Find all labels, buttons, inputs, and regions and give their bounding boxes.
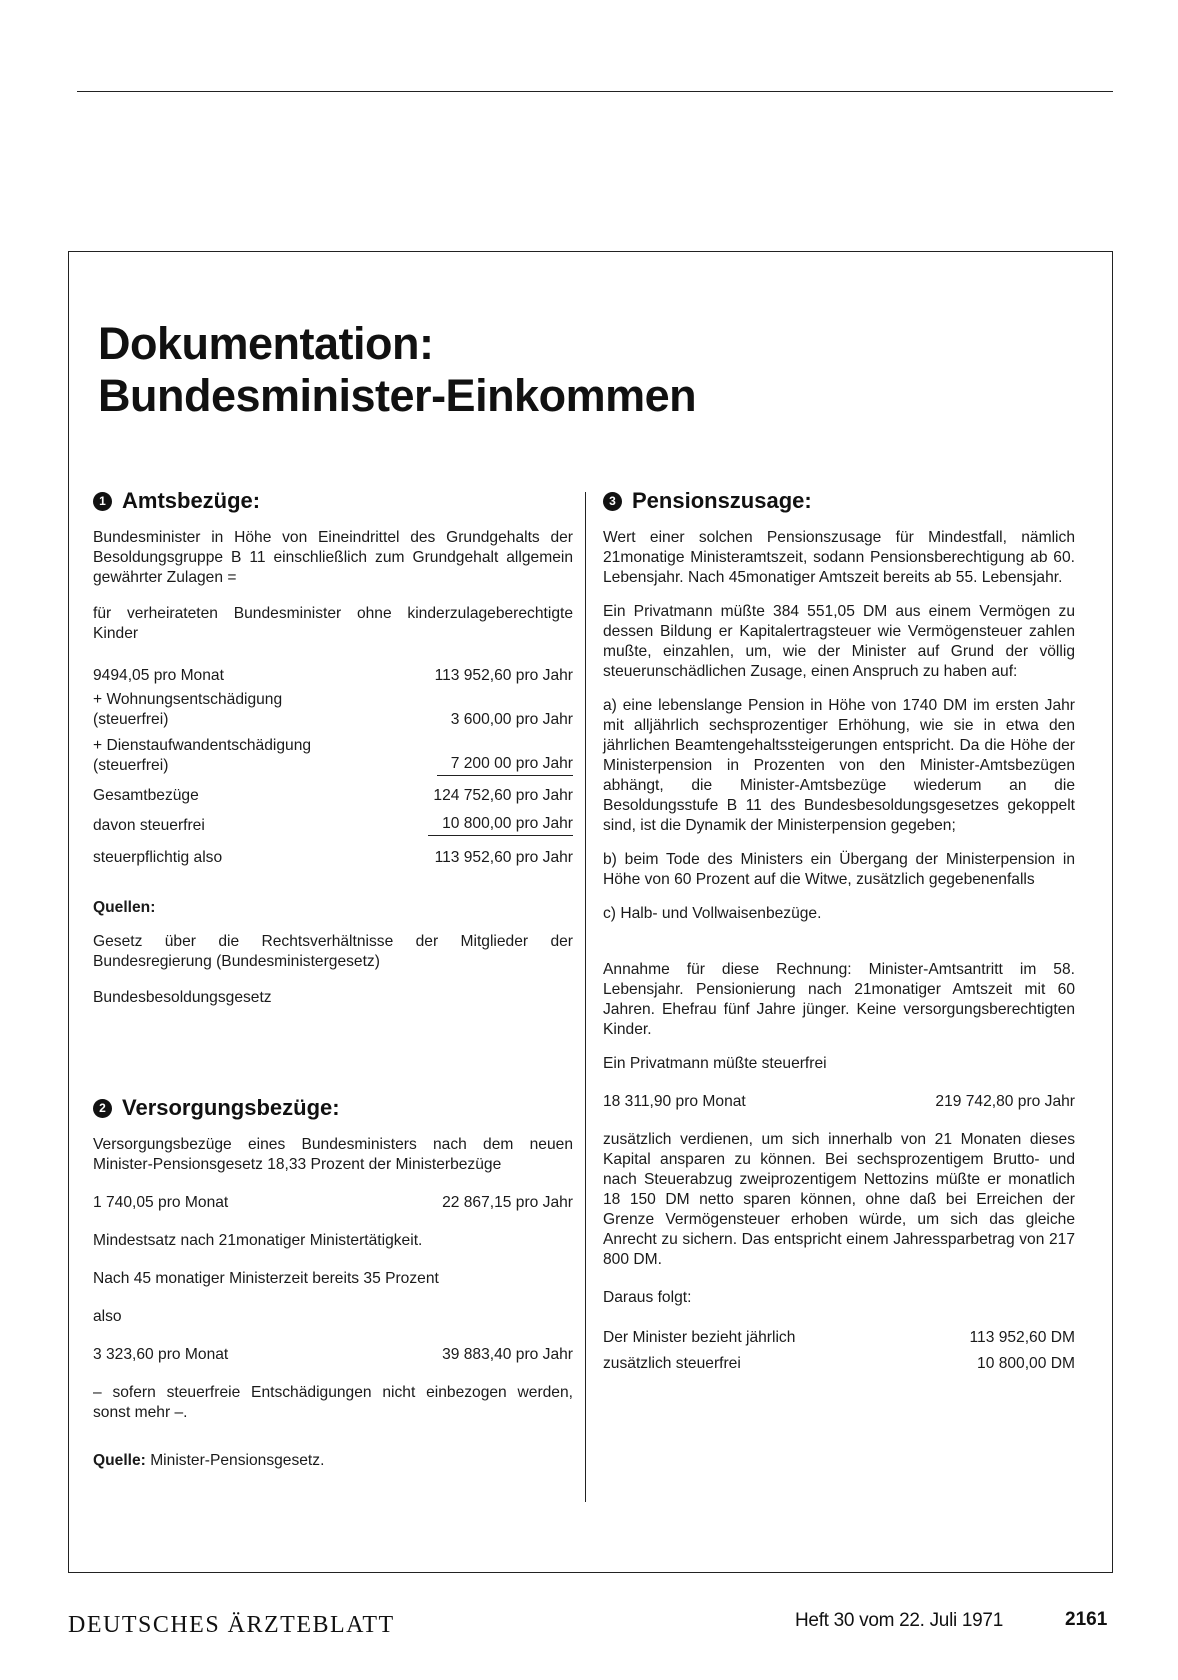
row-value: 10 800,00 pro Jahr xyxy=(428,814,573,836)
title-line-1: Dokumentation: xyxy=(98,318,434,369)
source-label: Quelle: xyxy=(93,1452,146,1469)
row-label: Der Minister bezieht jährlich xyxy=(603,1329,796,1346)
row-label: zusätzlich steuerfrei xyxy=(603,1355,741,1372)
section-versorgungsbezuege xyxy=(93,1095,573,1471)
section-heading-pensionszusage xyxy=(603,488,1075,514)
row-label: Gesamtbezüge xyxy=(93,787,199,804)
paragraph: für verheirateten Bundesminister ohne kinderzulageberechtigte Kinder xyxy=(93,605,573,642)
table-row xyxy=(93,848,573,868)
row-value: 39 883,40 pro Jahr xyxy=(442,1346,573,1363)
table-row xyxy=(93,1193,573,1213)
row-label-line: (steuerfrei) xyxy=(93,711,169,728)
list-item: b) beim Tode des Ministers ein Übergang der Ministerpension in Höhe von 60 Prozent auf die Witwe, zusätzlich gegebenenfalls xyxy=(603,851,1075,888)
row-value: 22 867,15 pro Jahr xyxy=(442,1194,573,1211)
row-value: 113 952,60 DM xyxy=(969,1329,1075,1346)
source-text: Minister-Pensionsgesetz. xyxy=(145,1452,325,1469)
paragraph: Ein Privatmann müßte 384 551,05 DM aus einem Vermögen zu dessen Bildung er Kapitalertragsteuer wie Vermögensteuer zahlen mußte, einzahlen, um, wie der Minister auf Grund der völlig steuerunschädlichen Zusage, einen Anspruch zu haben auf: xyxy=(603,603,1075,680)
list-item: c) Halb- und Vollwaisenbezüge. xyxy=(603,905,822,922)
row-value: 219 742,80 pro Jahr xyxy=(935,1093,1075,1110)
row-label-line: + Dienstaufwandentschädigung xyxy=(93,737,312,754)
section-heading-text: Amtsbezüge: xyxy=(122,488,261,513)
section-amtsbezuege xyxy=(93,488,573,1008)
table-row xyxy=(603,1092,1075,1112)
publication-name: DEUTSCHES ÄRZTEBLATT xyxy=(68,1612,395,1638)
row-label xyxy=(93,690,451,730)
table-row xyxy=(603,1328,1075,1348)
row-label: 1 740,05 pro Monat xyxy=(93,1194,229,1211)
row-label-line: + Wohnungsentschädigung xyxy=(93,691,283,708)
row-label-line: (steuerfrei) xyxy=(93,757,169,774)
issue-info: Heft 30 vom 22. Juli 1971 xyxy=(795,1610,1003,1631)
table-row xyxy=(93,814,573,836)
section-heading-amtsbezuege xyxy=(93,488,573,514)
row-label: steuerpflichtig also xyxy=(93,849,223,866)
paragraph: Nach 45 monatiger Ministerzeit bereits 35 Prozent xyxy=(93,1270,439,1287)
column-divider xyxy=(585,492,586,1502)
table-row xyxy=(93,690,573,730)
row-value: 7 200 00 pro Jahr xyxy=(437,754,573,776)
sources-label: Quellen: xyxy=(93,899,156,916)
section-number-1: 1 xyxy=(93,492,112,511)
section-heading-versorgungsbezuege xyxy=(93,1095,573,1121)
source-item: Bundesbesoldungsgesetz xyxy=(93,989,272,1006)
table-row xyxy=(93,786,573,806)
paragraph: zusätzlich verdienen, um sich innerhalb von 21 Monaten dieses Kapital ansparen zu können. Bei sechsprozentigem Brutto- und nach Steuerabzug zweiprozentigem Nettozins müßte er monatlich 18 150 DM netto sparen können, ohne daß bei Erreichen der Grenze Vermögensteuer erhoben würde, um sich das gleiche Anrecht zu sichern. Das entspricht einem Jahressparbetrag von 217 800 DM. xyxy=(603,1131,1075,1268)
page-title xyxy=(98,318,696,422)
paragraph: Versorgungsbezüge eines Bundesministers nach dem neuen Minister-Pensionsgesetz 18,33 Prozent der Ministerbezüge xyxy=(93,1136,573,1173)
top-rule xyxy=(77,91,1113,92)
paragraph: – sofern steuerfreie Entschädigungen nicht einbezogen werden, sonst mehr –. xyxy=(93,1384,573,1421)
section-heading-text: Pensionszusage: xyxy=(632,488,812,513)
section-number-2: 2 xyxy=(93,1099,112,1118)
row-value: 124 752,60 pro Jahr xyxy=(433,787,573,804)
row-label: davon steuerfrei xyxy=(93,817,205,834)
paragraph: Daraus folgt: xyxy=(603,1289,692,1306)
paragraph: Annahme für diese Rechnung: Minister-Amtsantritt im 58. Lebensjahr. Pensionierung nach 21monatiger Amtszeit mit 60 Jahren. Ehefrau fünf Jahre jünger. Keine versorgungsberechtigten Kinder. xyxy=(603,961,1075,1038)
paragraph: Ein Privatmann müßte steuerfrei xyxy=(603,1055,827,1072)
list-item: a) eine lebenslange Pension in Höhe von 1740 DM im ersten Jahr mit alljährlich sechsprozentiger Erhöhung, wie sie in etwa den jährlichen Beamtengehaltssteigerungen entspricht. Da die Höhe der Ministerpension in Prozenten von den Minister-Amtsbezügen abhängt, die Minister-Amtsbezüge wiederum an die Besoldungsstufe B 11 des Bundesbesoldungsgesetzes gekoppelt sind, ist die Dynamik der Ministerpension gegeben; xyxy=(603,697,1075,834)
row-value: 3 600,00 pro Jahr xyxy=(450,711,573,728)
source-item: Gesetz über die Rechtsverhältnisse der Mitglieder der Bundesregierung (Bundesministergesetz) xyxy=(93,933,573,970)
row-label: 18 311,90 pro Monat xyxy=(603,1093,746,1110)
row-label: 9494,05 pro Monat xyxy=(93,667,224,684)
source-line xyxy=(93,1451,573,1471)
table-row xyxy=(93,736,573,776)
income-table xyxy=(93,664,573,868)
section-number-3: 3 xyxy=(603,492,622,511)
table-row xyxy=(603,1354,1075,1374)
row-value: 113 952,60 pro Jahr xyxy=(434,667,573,684)
row-label xyxy=(93,736,437,776)
paragraph: Bundesminister in Höhe von Eineindrittel des Grundgehalts der Besoldungsgruppe B 11 einschließlich zum Grundgehalt allgemein gewährter Zulagen = xyxy=(93,529,573,586)
table-row xyxy=(93,1345,573,1365)
paragraph: Wert einer solchen Pensionszusage für Mindestfall, nämlich 21monatige Ministeramtszeit, sodann Pensionsberechtigung ab 60. Lebensjahr. Nach 45monatiger Amtszeit bereits ab 55. Lebensjahr. xyxy=(603,529,1075,586)
row-value: 113 952,60 pro Jahr xyxy=(434,849,573,866)
row-value: 10 800,00 DM xyxy=(977,1355,1075,1372)
paragraph: also xyxy=(93,1308,122,1325)
section-pensionszusage xyxy=(603,488,1075,1374)
title-line-2: Bundesminister-Einkommen xyxy=(98,370,697,421)
paragraph: Mindestsatz nach 21monatiger Ministertätigkeit. xyxy=(93,1232,423,1249)
row-label: 3 323,60 pro Monat xyxy=(93,1346,229,1363)
table-row xyxy=(93,664,573,686)
page-number: 2161 xyxy=(1065,1609,1108,1630)
section-heading-text: Versorgungsbezüge: xyxy=(122,1095,340,1120)
